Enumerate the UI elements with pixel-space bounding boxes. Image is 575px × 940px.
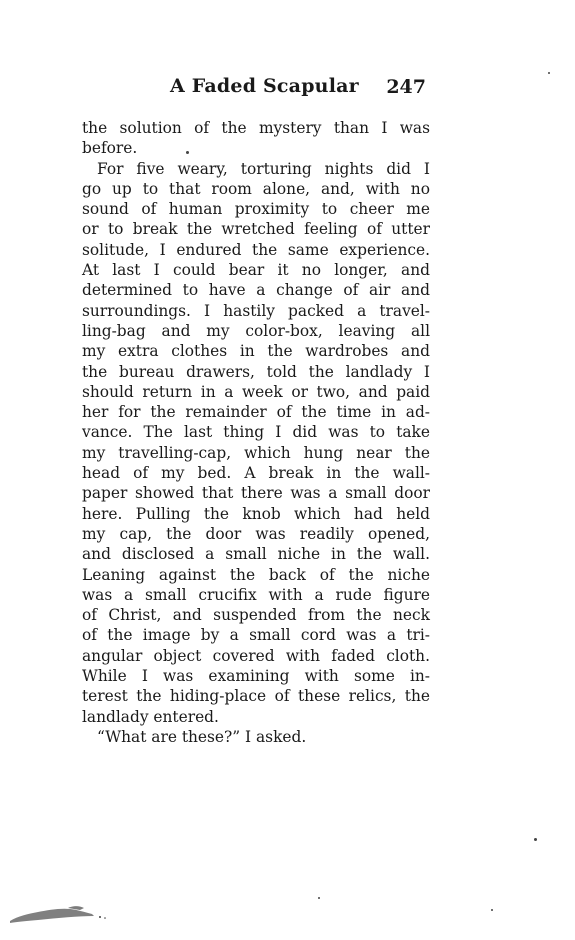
page-number: 247 <box>386 76 426 98</box>
text-line: While I was examining with some in- <box>82 667 430 686</box>
text-line: surroundings. I hastily packed a travel- <box>82 301 430 320</box>
running-title: A Faded Scapular <box>170 75 359 97</box>
text-line: go up to that room alone, and, with no <box>82 179 430 198</box>
text-line: ling-bag and my color-box, leaving all <box>82 321 430 340</box>
text-line: my cap, the door was readily opened, <box>82 524 430 543</box>
scan-speck <box>186 151 189 154</box>
text-line: landlady entered. <box>82 707 219 726</box>
body-text <box>82 118 430 747</box>
text-line: For five weary, torturing nights did I <box>97 159 430 178</box>
text-line: solitude, I endured the same experience. <box>82 240 430 259</box>
text-line: Leaning against the back of the niche <box>82 565 430 584</box>
scan-speck <box>534 838 537 841</box>
scan-speck <box>491 909 493 911</box>
text-line: of the image by a small cord was a tri- <box>82 626 430 645</box>
scan-smudge <box>8 902 108 924</box>
text-line: the bureau drawers, told the landlady I <box>82 362 430 381</box>
text-line: or to break the wretched feeling of utter <box>82 220 430 239</box>
scan-speck <box>318 897 320 899</box>
text-line: my travelling-cap, which hung near the <box>82 443 430 462</box>
text-line: her for the remainder of the time in ad- <box>82 403 430 422</box>
text-line: paper showed that there was a small door <box>82 484 430 503</box>
text-line: At last I could bear it no longer, and <box>82 261 430 280</box>
text-line: of Christ, and suspended from the neck <box>82 606 430 625</box>
text-line: and disclosed a small niche in the wall. <box>82 545 430 564</box>
scan-speck <box>548 72 550 74</box>
text-line: was a small crucifix with a rude figure <box>82 585 430 604</box>
text-line: sound of human proximity to cheer me <box>82 200 430 219</box>
text-line: “What are these?” I asked. <box>97 727 307 746</box>
text-line: determined to have a change of air and <box>82 281 430 300</box>
text-line: head of my bed. A break in the wall- <box>82 464 430 483</box>
text-line: vance. The last thing I did was to take <box>82 423 430 442</box>
text-line: here. Pulling the knob which had held <box>82 504 430 523</box>
text-line: angular object covered with faded cloth. <box>82 646 430 665</box>
text-line: the solution of the mystery than I was <box>82 119 430 137</box>
text-line: before. <box>82 139 138 158</box>
text-line: should return in a week or two, and paid <box>82 382 430 401</box>
page-header <box>82 75 432 103</box>
text-line: terest the hiding-place of these relics, the <box>82 687 430 706</box>
text-line: my extra clothes in the wardrobes and <box>82 342 430 361</box>
